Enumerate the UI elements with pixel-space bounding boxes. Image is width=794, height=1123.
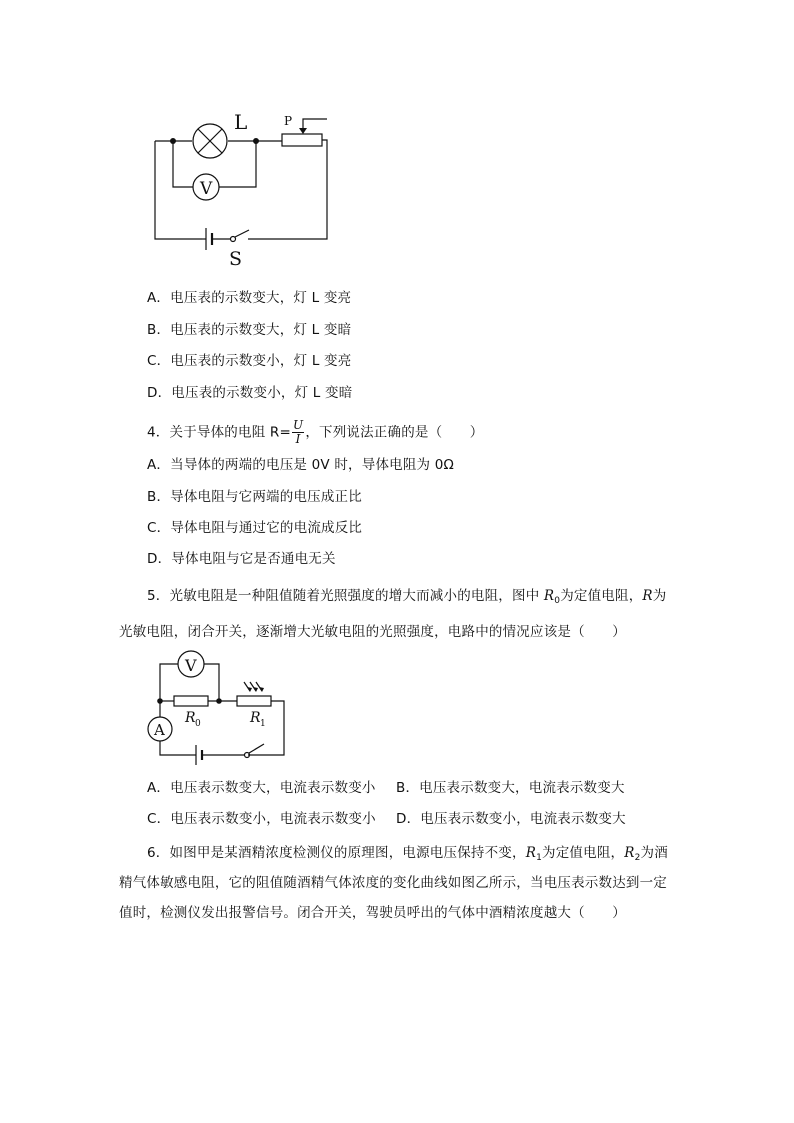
q3-option-b: B．电压表的示数变大，灯 L 变暗 bbox=[147, 322, 352, 338]
q6-stem-line3: 值时，检测仪发出报警信号。闭合开关，驾驶员呼出的气体中酒精浓度越大（ ） bbox=[119, 905, 626, 921]
q5-option-c: C．电压表示数变小，电流表示数变小 bbox=[147, 811, 376, 827]
q4-option-c: C．导体电阻与通过它的电流成反比 bbox=[147, 520, 363, 536]
circuit-diagram-photoresistor bbox=[140, 645, 300, 770]
r1-label: R bbox=[250, 710, 261, 726]
q5-stem-line1 bbox=[147, 586, 666, 608]
q5-text-a: 5．光敏电阻是一种阻值随着光照强度的增大而减小的电阻，图中 bbox=[147, 588, 544, 604]
r0-subscript: 0 bbox=[195, 719, 201, 729]
q5-option-a: A．电压表示数变大，电流表示数变小 bbox=[147, 780, 376, 796]
q4-frac-numerator: U bbox=[292, 418, 304, 432]
q5-r0-symbol: R bbox=[543, 588, 555, 604]
q5-option-d: D．电压表示数变小，电流表示数变大 bbox=[396, 811, 626, 827]
q5-option-b: B．电压表示数变大，电流表示数变大 bbox=[396, 780, 625, 796]
q5-r-symbol: R bbox=[642, 588, 653, 604]
q5-r0-subscript: 0 bbox=[554, 596, 561, 606]
q4-stem bbox=[147, 419, 483, 446]
circuit-diagram-lamp-rheostat bbox=[140, 105, 340, 275]
q6-r2-symbol: R bbox=[624, 845, 635, 861]
q3-option-c: C．电压表的示数变小，灯 L 变亮 bbox=[147, 353, 352, 369]
switch-label: S bbox=[229, 248, 243, 270]
q5-text-c: 为 bbox=[652, 588, 667, 604]
q4-stem-before: 4．关于导体的电阻 R= bbox=[147, 424, 291, 441]
q3-option-d: D．电压表的示数变小，灯 L 变暗 bbox=[147, 385, 353, 401]
q5-text-b: 为定值电阻， bbox=[560, 588, 643, 604]
q6-stem-line2: 精气体敏感电阻，它的阻值随酒精气体浓度的变化曲线如图乙所示，当电压表示数达到一定 bbox=[119, 875, 667, 891]
q6-text-a: 6．如图甲是某酒精浓度检测仪的原理图，电源电压保持不变， bbox=[147, 845, 526, 861]
q4-frac-denominator: I bbox=[295, 432, 301, 446]
slider-label: P bbox=[284, 114, 293, 128]
q4-stem-after: ，下列说法正确的是（ ） bbox=[305, 424, 484, 441]
voltmeter-label: V bbox=[185, 656, 197, 675]
r0-label: R bbox=[185, 710, 196, 726]
ammeter-label: A bbox=[154, 721, 165, 739]
voltmeter-label: V bbox=[200, 179, 213, 199]
lamp-label: L bbox=[234, 110, 248, 134]
q4-option-a: A．当导体的两端的电压是 0V 时，导体电阻为 0Ω bbox=[147, 457, 455, 473]
q4-option-d: D．导体电阻与它是否通电无关 bbox=[147, 551, 336, 567]
q6-stem-line1 bbox=[147, 843, 668, 865]
q6-text-b: 为定值电阻， bbox=[542, 845, 625, 861]
q3-option-a: A．电压表的示数变大，灯 L 变亮 bbox=[147, 290, 352, 306]
q6-r2-subscript: 2 bbox=[634, 853, 641, 863]
r1-subscript: 1 bbox=[260, 719, 266, 729]
q5-stem-line2: 光敏电阻，闭合开关，逐渐增大光敏电阻的光照强度，电路中的情况应该是（ ） bbox=[119, 624, 626, 640]
q4-formula-fraction bbox=[292, 419, 304, 446]
q6-text-c: 为酒 bbox=[640, 845, 668, 861]
q4-option-b: B．导体电阻与它两端的电压成正比 bbox=[147, 489, 362, 505]
q6-r1-symbol: R bbox=[525, 845, 537, 861]
q6-r1-subscript: 1 bbox=[536, 853, 543, 863]
